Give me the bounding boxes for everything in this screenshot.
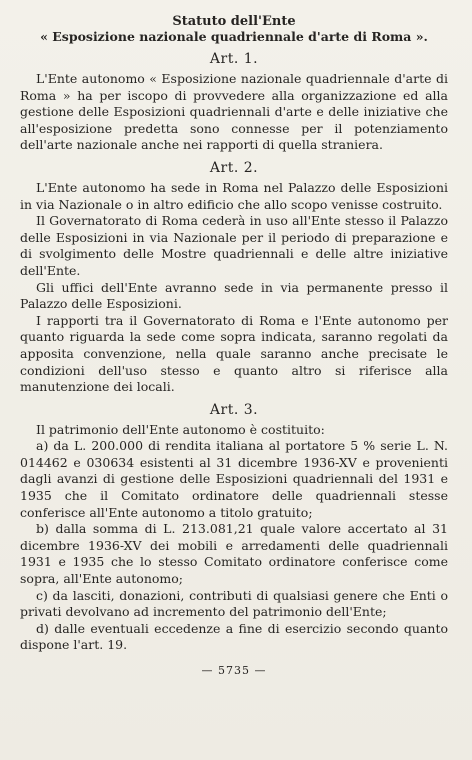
article-1 <box>20 50 448 154</box>
article-heading: Art. 3. <box>209 401 259 418</box>
article-paragraph: Il Governatorato di Roma cederà in uso all'Ente stesso il Palazzo delle Esposizioni in via Nazionale per il periodo di preparazione e di svolgimento delle Mostre quadriennali e delle altre iniziative dell'Ente. <box>20 213 448 278</box>
article-2 <box>20 159 448 396</box>
page-number: — 5735 — <box>201 664 267 677</box>
list-item: c) da lasciti, donazioni, contributi di qualsiasi genere che Enti o privati devolvano ad incremento del patrimonio dell'Ente; <box>20 587 448 620</box>
article-paragraph: Gli uffici dell'Ente avranno sede in via permanente presso il Palazzo delle Esposizioni. <box>20 279 448 312</box>
article-paragraph: I rapporti tra il Governatorato di Roma e l'Ente autonomo per quanto riguarda la sede come sopra indicata, saranno regolati da apposita convenzione, nella quale saranno anche precisate le condizioni dell'uso stesso e quanto altro si riferisce alla manutenzione dei locali. <box>20 312 448 395</box>
list-item: b) dalla somma di L. 213.081,21 quale valore accertato al 31 dicembre 1936-XV dei mobili e arredamenti delle quadriennali 1931 e 1935 che lo stesso Comitato ordinatore conferisce come sopra, all'Ente autonomo; <box>20 521 448 587</box>
article-paragraph: L'Ente autonomo « Esposizione nazionale quadriennale d'arte di Roma » ha per iscopo di provvedere alla organizzazione ed alla gestione delle Esposizioni quadriennali d'arte e delle iniziative che all'esposizione predetta sono connesse per il potenziamento dell'arte nazionale anche nei rapporti di quella straniera. <box>20 71 448 153</box>
article-heading: Art. 2. <box>209 159 259 176</box>
list-item: d) dalle eventuali eccedenze a fine di esercizio secondo quanto dispone l'art. 19. <box>20 620 448 653</box>
article-3 <box>20 401 448 654</box>
article-heading: Art. 1. <box>209 51 259 67</box>
list-item: a) da L. 200.000 di rendita italiana al portatore 5 % serie L. N. 014462 e 030634 esistenti al 31 dicembre 1936-XV e provenienti dagli avanzi di gestione delle Esposizioni quadriennali del 1931 e 1935 che il Comitato ordinatore delle quadriennali stesse conferisce all'Ente autonomo a titolo gratuito; <box>20 438 448 520</box>
document-subtitle: « Esposizione nazionale quadriennale d'arte di Roma ». <box>40 29 428 44</box>
article-paragraph: L'Ente autonomo ha sede in Roma nel Palazzo delle Esposizioni in via Nazionale o in altro edificio che allo scopo venisse costruito. <box>20 179 448 212</box>
article-paragraph: Il patrimonio dell'Ente autonomo è costituito: <box>36 421 325 437</box>
document-title: Statuto dell'Ente <box>172 14 296 29</box>
